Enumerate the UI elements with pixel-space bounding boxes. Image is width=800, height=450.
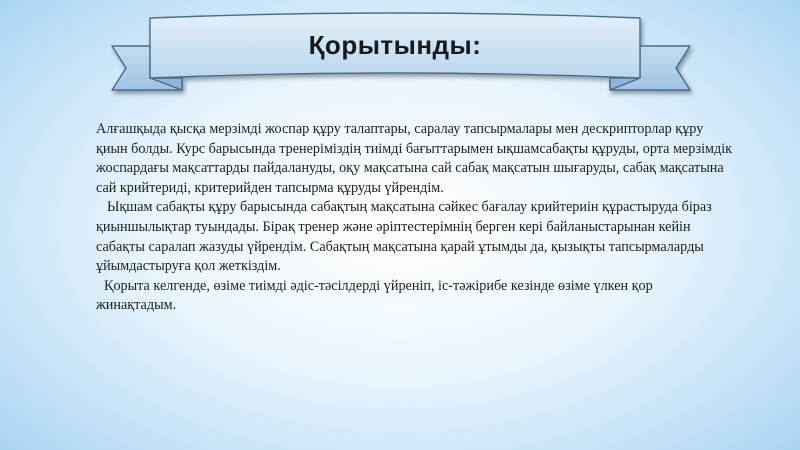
slide-title: Қорытынды: [308,30,482,60]
paragraph-2: Ықшам сабақты құру барысында сабақтың мақсатына сәйкес бағалау крийтериін құрастыруда біраз қиыншылықтар туындады. Бірақ тренер және әріптестерімнің берген кері байланыстарынан кейін сабақты саралап жазуды үйрендім. Сабақтың мақсатына қарай ұтымды да, қызықты тапсырмаларды ұйымдастыруға қол жеткіздім. [96,199,712,275]
slide-body [96,120,736,316]
paragraph-3: Қорыта келгенде, өзіме тиімді әдіс-тәсілдерді үйреніп, іс-тәжірибе кезінде өзіме үлкен қор жинақтадым. [96,277,653,314]
paragraph-1: Алғашқыда қысқа мерзімді жоспар құру талаптары, саралау тапсырмалары мен дескрипторлар құру қиын болды. Курс барысында тренеріміздің тиімді бағыттарымен ықшамсабақты құруды, орта мерзімдік жоспардағы мақсаттарды пайдалануды, оқу мақсатына сай сабақ мақсатын шығаруды, сабақ мақсатына сай крийтериді, критерийден тапсырма құруды үйрендім. [96,121,733,196]
